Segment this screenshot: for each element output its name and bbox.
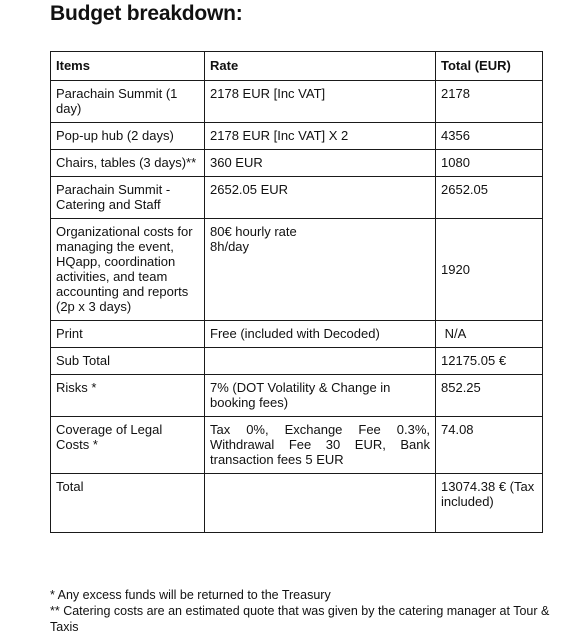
rate-cell: 7% (DOT Volatility & Change in booking fees)	[205, 375, 436, 417]
table-row	[51, 123, 543, 150]
total-cell: 1920	[436, 219, 543, 321]
total-cell: N/A	[436, 321, 543, 348]
table-row	[51, 219, 543, 321]
header-items: Items	[51, 52, 205, 81]
item-cell: Coverage of Legal Costs *	[51, 417, 205, 474]
total-cell: 2178	[436, 81, 543, 123]
total-label: Total	[51, 474, 205, 533]
table-row	[51, 417, 543, 474]
rate-cell: 2178 EUR [Inc VAT]	[205, 81, 436, 123]
table-row	[51, 150, 543, 177]
item-cell: Risks *	[51, 375, 205, 417]
table-row-subtotal	[51, 348, 543, 375]
rate-cell: 360 EUR	[205, 150, 436, 177]
item-cell: Parachain Summit - Catering and Staff	[51, 177, 205, 219]
rate-cell: Free (included with Decoded)	[205, 321, 436, 348]
header-rate: Rate	[205, 52, 436, 81]
subtotal-label: Sub Total	[51, 348, 205, 375]
page-title: Budget breakdown:	[50, 2, 243, 25]
total-cell: 74.08	[436, 417, 543, 474]
total-cell: 2652.05	[436, 177, 543, 219]
grand-total-value: 13074.38 € (Tax included)	[436, 474, 543, 533]
table-row	[51, 321, 543, 348]
rate-cell: 80€ hourly rate 8h/day	[205, 219, 436, 321]
rate-cell: 2652.05 EUR	[205, 177, 436, 219]
footnote-treasury: * Any excess funds will be returned to the Treasury	[50, 588, 331, 602]
item-cell: Organizational costs for managing the event, HQapp, coordination activities, and team accounting and reports (2p x 3 days)	[51, 219, 205, 321]
rate-cell	[205, 348, 436, 375]
table-header-row	[51, 52, 543, 81]
rate-cell: 2178 EUR [Inc VAT] X 2	[205, 123, 436, 150]
table-row	[51, 81, 543, 123]
footnote-catering: ** Catering costs are an estimated quote that was given by the catering manager at Tour & Taxis	[50, 604, 550, 634]
header-total: Total (EUR)	[436, 52, 543, 81]
total-cell: 1080	[436, 150, 543, 177]
rate-cell	[205, 474, 436, 533]
item-cell: Print	[51, 321, 205, 348]
item-cell: Parachain Summit (1 day)	[51, 81, 205, 123]
subtotal-value: 12175.05 €	[436, 348, 543, 375]
budget-table	[50, 51, 543, 533]
item-cell: Chairs, tables (3 days)**	[51, 150, 205, 177]
table-row-total	[51, 474, 543, 533]
item-cell: Pop-up hub (2 days)	[51, 123, 205, 150]
total-cell: 4356	[436, 123, 543, 150]
table-row	[51, 177, 543, 219]
total-cell: 852.25	[436, 375, 543, 417]
rate-cell: Tax 0%, Exchange Fee 0.3%, Withdrawal Fee 30 EUR, Bank transaction fees 5 EUR	[205, 417, 436, 474]
footnotes	[50, 587, 550, 635]
table-row	[51, 375, 543, 417]
